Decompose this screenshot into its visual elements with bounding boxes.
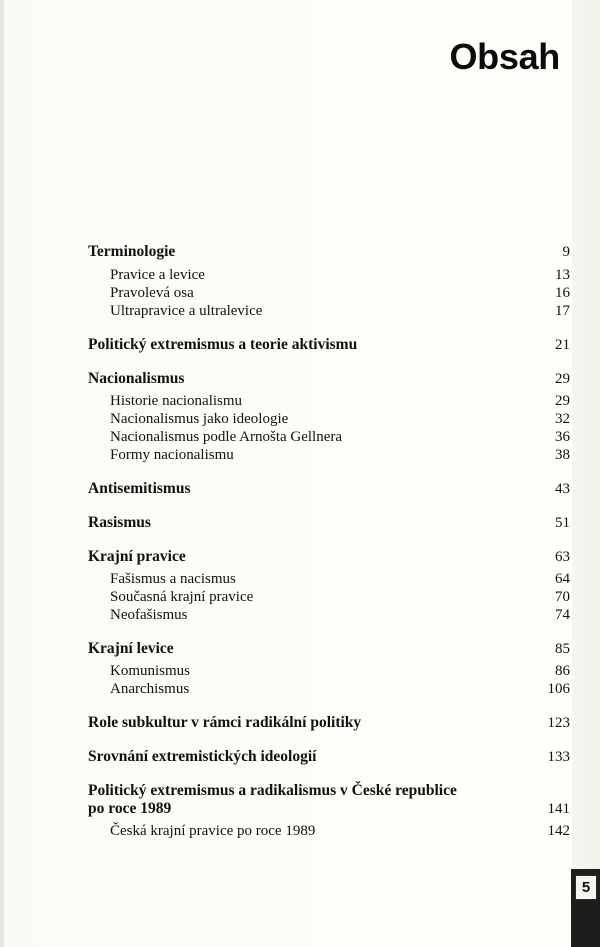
toc-entry-role-subkultur bbox=[88, 714, 570, 732]
toc-entry-ceska-krajni-pravice bbox=[88, 822, 570, 840]
toc-entry-anarchismus bbox=[88, 680, 570, 698]
toc-page-number: 123 bbox=[547, 715, 570, 731]
toc-spacer bbox=[88, 498, 570, 514]
toc-title: Role subkultur v rámci radikální politiky bbox=[88, 714, 362, 731]
toc-spacer bbox=[88, 320, 570, 336]
toc-title: Komunismus bbox=[110, 663, 191, 679]
toc-title: Současná krajní pravice bbox=[110, 589, 254, 605]
toc-spacer bbox=[88, 464, 570, 480]
toc-title: Anarchismus bbox=[110, 681, 190, 697]
toc-entry-formy-nacionalismu bbox=[88, 446, 570, 464]
toc-title: Nacionalismus jako ideologie bbox=[110, 411, 289, 427]
toc-page-number: 63 bbox=[555, 549, 570, 565]
toc-title: Pravolevá osa bbox=[110, 285, 194, 301]
toc-page-number: 21 bbox=[555, 337, 570, 353]
toc-page-number: 141 bbox=[547, 801, 570, 817]
toc-title: Antisemitismus bbox=[88, 480, 191, 497]
toc-spacer bbox=[88, 354, 570, 370]
toc-page-number: 106 bbox=[547, 681, 570, 697]
toc-spacer bbox=[88, 732, 570, 748]
toc-title: po roce 1989 bbox=[88, 800, 172, 817]
toc-title: Srovnání extremistických ideologií bbox=[88, 748, 317, 765]
toc-page-number: 74 bbox=[555, 607, 570, 623]
page-left-edge bbox=[0, 0, 4, 947]
toc-entry-krajni-levice bbox=[88, 640, 570, 658]
toc-entry-krajni-pravice bbox=[88, 548, 570, 566]
toc-title: Krajní levice bbox=[88, 640, 174, 657]
toc-page-number: 17 bbox=[555, 303, 570, 319]
toc-page-number: 133 bbox=[547, 749, 570, 765]
toc-title: Neofašismus bbox=[110, 607, 188, 623]
contents-heading: Obsah bbox=[449, 36, 560, 77]
toc-page-number: 142 bbox=[547, 823, 570, 839]
toc-page-number: 38 bbox=[555, 447, 570, 463]
toc-entry-pravice-a-levice bbox=[88, 266, 570, 284]
toc-page-number: 13 bbox=[555, 267, 570, 283]
toc-title-line: Politický extremismus a radikalismus v České republice bbox=[88, 782, 457, 799]
page-right-band bbox=[572, 0, 600, 947]
toc-title: Pravice a levice bbox=[110, 267, 205, 283]
toc-page-number: 86 bbox=[555, 663, 570, 679]
toc-title: Politický extremismus a teorie aktivismu bbox=[88, 336, 358, 353]
toc-entry-politicky-extremismus bbox=[88, 336, 570, 354]
toc-page-number: 43 bbox=[555, 481, 570, 497]
toc-title: Česká krajní pravice po roce 1989 bbox=[110, 823, 316, 839]
toc-title: Terminologie bbox=[88, 243, 176, 260]
toc-title: Nacionalismus podle Arnošta Gellnera bbox=[110, 429, 343, 445]
toc-entry-ultrapravice bbox=[88, 302, 570, 320]
toc-title: Fašismus a nacismus bbox=[110, 571, 236, 587]
toc-entry-politicky-radikalismus bbox=[88, 800, 570, 818]
toc-page-number: 85 bbox=[555, 641, 570, 657]
toc-entry-rasismus bbox=[88, 514, 570, 532]
toc-title: Rasismus bbox=[88, 514, 151, 531]
toc-title: Nacionalismus bbox=[88, 370, 185, 387]
toc-page-number: 29 bbox=[555, 393, 570, 409]
toc-entry-komunismus bbox=[88, 662, 570, 680]
toc-entry-nacionalismus-ideologie bbox=[88, 410, 570, 428]
toc-entry-neofasismus bbox=[88, 606, 570, 624]
toc-entry-historie-nacionalismu bbox=[88, 392, 570, 410]
toc-spacer bbox=[88, 532, 570, 548]
toc-entry-nacionalismus bbox=[88, 370, 570, 388]
toc-spacer bbox=[88, 766, 570, 782]
table-of-contents bbox=[88, 243, 570, 840]
toc-page-number: 70 bbox=[555, 589, 570, 605]
toc-entry-srovnani bbox=[88, 748, 570, 766]
toc-page-number: 32 bbox=[555, 411, 570, 427]
toc-page-number: 64 bbox=[555, 571, 570, 587]
toc-entry-soucasna-krajni-pravice bbox=[88, 588, 570, 606]
toc-spacer bbox=[88, 624, 570, 640]
toc-page-number: 29 bbox=[555, 371, 570, 387]
toc-page-number: 16 bbox=[555, 285, 570, 301]
toc-spacer bbox=[88, 698, 570, 714]
toc-entry-fasismus bbox=[88, 570, 570, 588]
toc-title: Historie nacionalismu bbox=[110, 393, 243, 409]
toc-page-number: 9 bbox=[562, 244, 570, 260]
toc-title: Ultrapravice a ultralevice bbox=[110, 303, 263, 319]
toc-title: Krajní pravice bbox=[88, 548, 186, 565]
toc-entry-nacionalismus-gellner bbox=[88, 428, 570, 446]
toc-entry-terminologie bbox=[88, 243, 570, 261]
toc-title: Formy nacionalismu bbox=[110, 447, 234, 463]
page-number: 5 bbox=[575, 875, 597, 900]
toc-entry-antisemitismus bbox=[88, 480, 570, 498]
toc-page-number: 36 bbox=[555, 429, 570, 445]
toc-entry-pravoleva-osa bbox=[88, 284, 570, 302]
toc-page-number: 51 bbox=[555, 515, 570, 531]
